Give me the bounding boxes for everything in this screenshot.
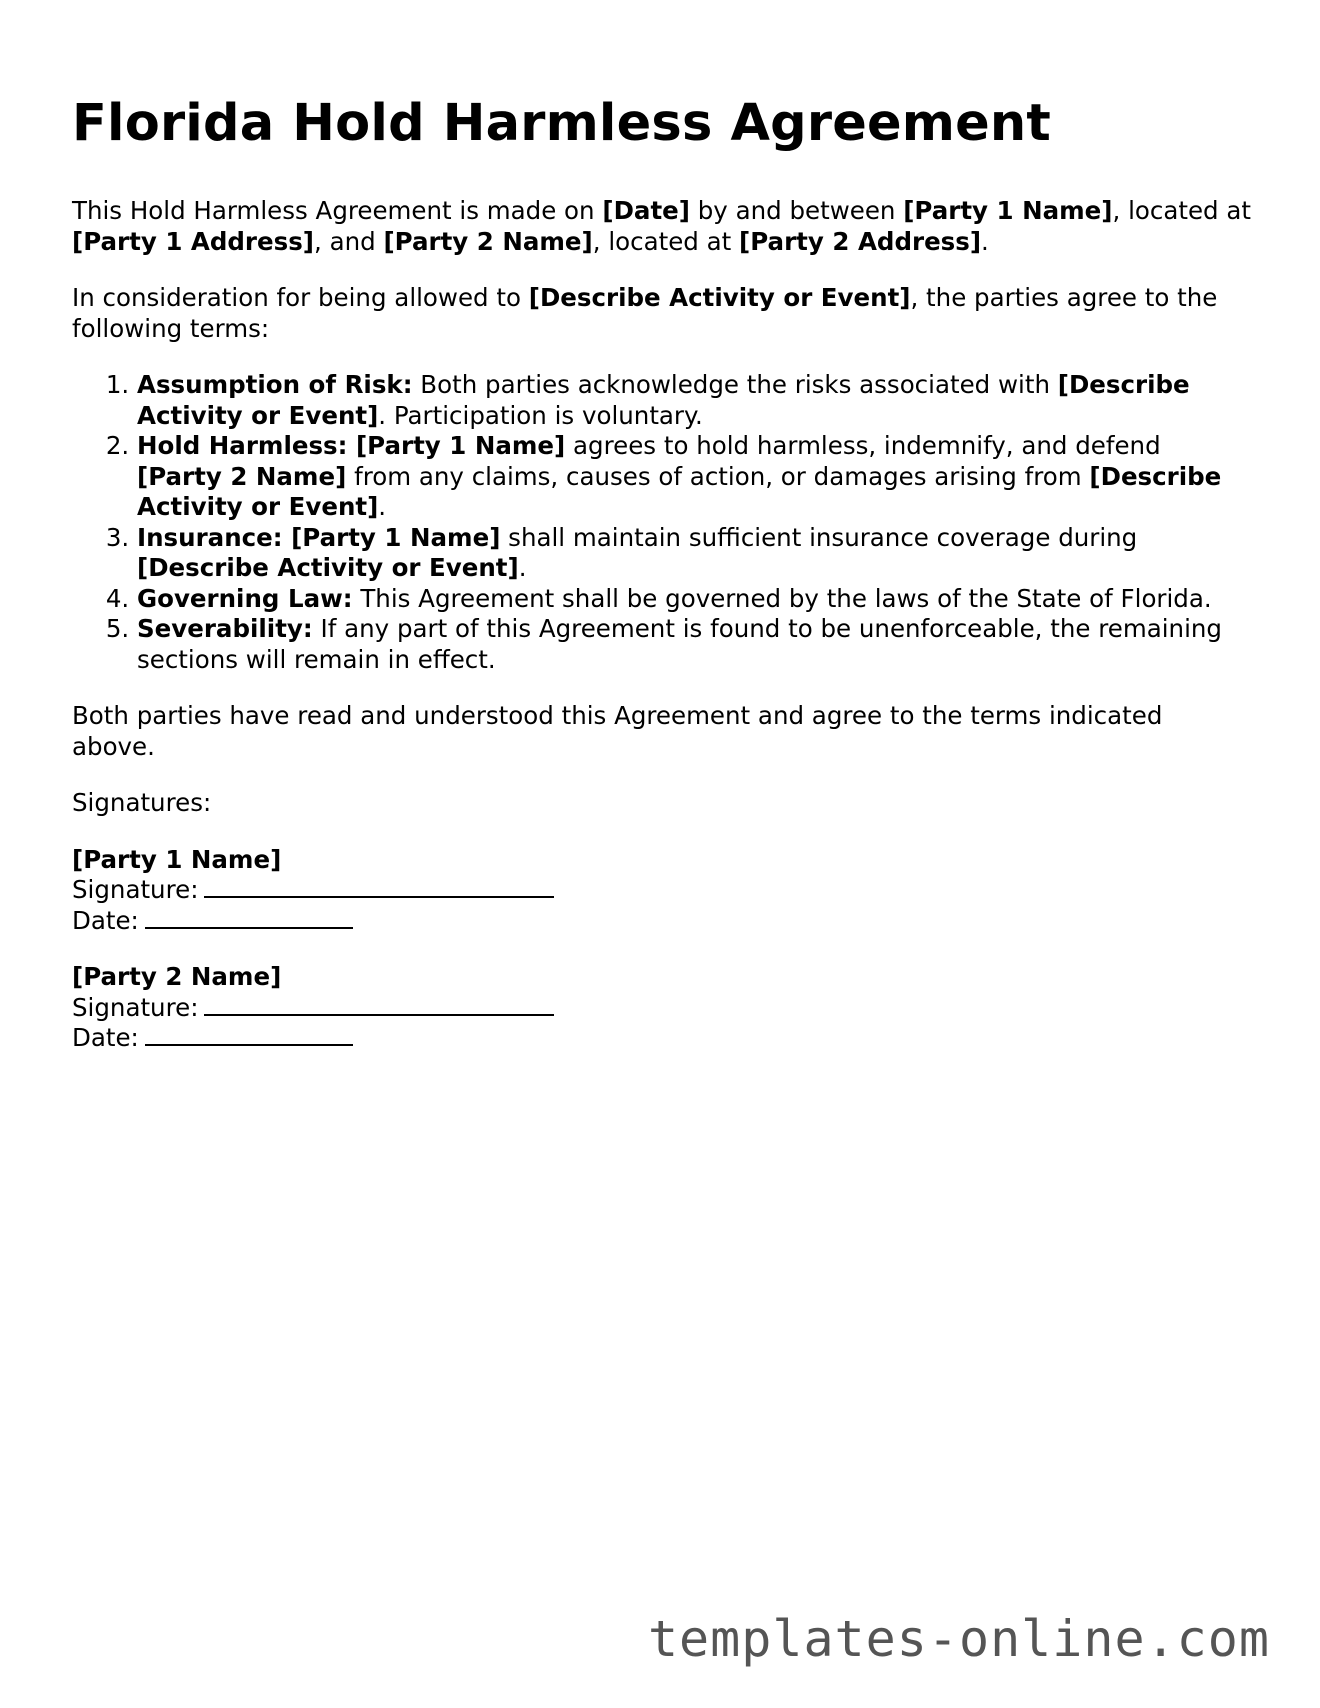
party2-name-placeholder: [Party 2 Name] xyxy=(383,226,593,256)
party2-address-placeholder: [Party 2 Address] xyxy=(739,226,982,256)
document-title: Florida Hold Harmless Agreement xyxy=(72,94,1051,153)
intro-text: , located at xyxy=(1112,196,1251,225)
acknowledgement-paragraph: Both parties have read and understood this Agreement and agree to the terms indicated above. xyxy=(72,701,1163,761)
term-item-insurance xyxy=(137,523,1252,584)
signature-party-name: [Party 2 Name] xyxy=(72,962,282,991)
activity-placeholder: [Describe Activity or Event] xyxy=(137,553,519,582)
term-text: from any claims, causes of action, or damages arising from xyxy=(346,461,1090,491)
term-text: If any part of this Agreement is found to be unenforceable, the remaining sections will remain in effect. xyxy=(137,614,1222,674)
signature-block-party2 xyxy=(72,962,1252,1054)
term-heading: Severability: xyxy=(137,614,313,643)
term-heading: Insurance: [Party 1 Name] xyxy=(137,522,501,552)
activity-placeholder: [Describe Activity or Event] xyxy=(137,461,1222,521)
signature-label: Signature: xyxy=(72,875,199,904)
term-item-severability xyxy=(137,614,1252,675)
date-placeholder: [Date] xyxy=(602,196,690,225)
term-heading: Hold Harmless: [Party 1 Name] xyxy=(137,431,566,460)
term-heading: Assumption of Risk: xyxy=(137,370,413,399)
term-text: Both parties acknowledge the risks associated with xyxy=(412,370,1058,399)
date-line[interactable] xyxy=(145,909,353,929)
date-line[interactable] xyxy=(145,1026,353,1046)
signature-block-party1 xyxy=(72,845,1252,937)
term-heading: Governing Law: xyxy=(137,583,353,613)
party1-address-placeholder: [Party 1 Address] xyxy=(72,226,314,256)
activity-placeholder: [Describe Activity or Event] xyxy=(528,283,911,312)
term-text: . xyxy=(518,553,527,582)
intro-text: by and between xyxy=(689,196,904,225)
party2-name-placeholder: [Party 2 Name] xyxy=(137,461,347,491)
intro-text: , and xyxy=(314,226,384,256)
intro-text: This Hold Harmless Agreement is made on xyxy=(72,196,603,225)
signature-row xyxy=(72,993,1252,1024)
terms-list xyxy=(72,370,1252,675)
term-text: shall maintain sufficient insurance coverage during xyxy=(500,522,1138,552)
date-label: Date: xyxy=(72,1023,139,1052)
consideration-text: , the parties agree to the following terms: xyxy=(72,283,1218,343)
term-text: . Participation is voluntary. xyxy=(378,400,703,430)
document-page xyxy=(72,88,1252,1054)
term-item-governing-law xyxy=(137,584,1252,615)
signatures-label: Signatures: xyxy=(72,788,212,817)
term-text: This Agreement shall be governed by the laws of the State of Florida. xyxy=(352,583,1212,613)
consideration-paragraph xyxy=(72,283,1252,344)
term-item-hold-harmless xyxy=(137,431,1252,523)
date-row xyxy=(72,1023,1252,1054)
activity-placeholder: [Describe Activity or Event] xyxy=(137,370,1190,430)
date-row xyxy=(72,906,1252,937)
intro-text: . xyxy=(981,226,989,256)
date-label: Date: xyxy=(72,905,139,935)
term-text: . xyxy=(378,492,387,521)
intro-text: , located at xyxy=(592,226,740,256)
watermark: templates-online.com xyxy=(647,1610,1270,1668)
intro-paragraph xyxy=(72,196,1252,257)
signature-row xyxy=(72,875,1252,906)
consideration-text: In consideration for being allowed to xyxy=(72,283,529,312)
term-item-assumption-of-risk xyxy=(137,370,1252,431)
signature-party-name: [Party 1 Name] xyxy=(72,844,282,874)
party1-name-placeholder: [Party 1 Name] xyxy=(903,196,1113,225)
signature-line[interactable] xyxy=(204,878,554,898)
signature-label: Signature: xyxy=(72,992,199,1022)
signature-line[interactable] xyxy=(204,996,554,1016)
term-text: agrees to hold harmless, indemnify, and defend xyxy=(565,431,1161,460)
